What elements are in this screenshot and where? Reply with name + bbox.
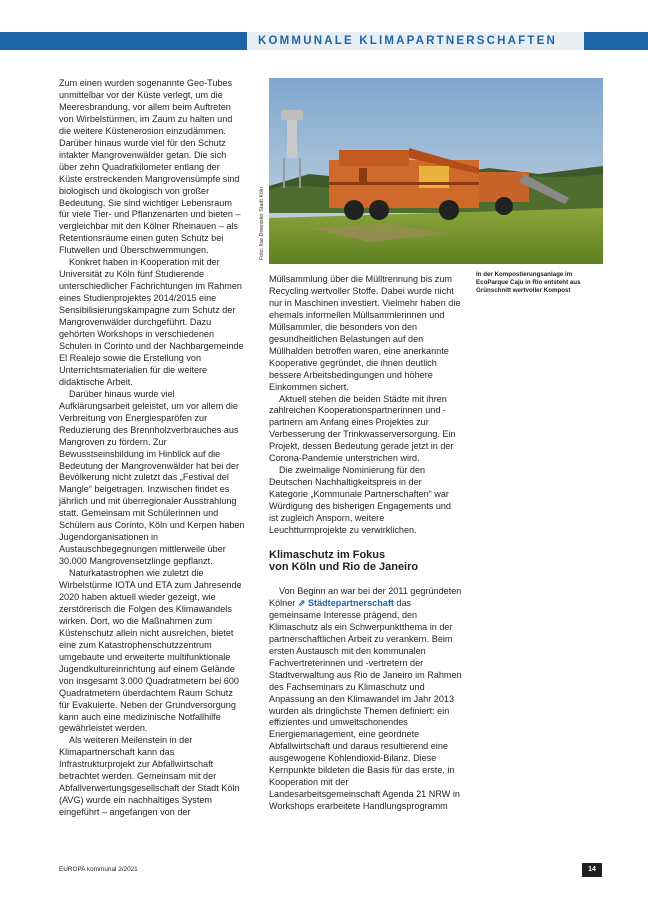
paragraph: Müllsammlung über die Mülltrennung bis zum Recycling wertvoller Stoffe. Dabei wurde nicht nur in Maschinen investiert. Vielmehr haben die ehemals informellen Müllsammlerinnen und Müllsammler, die besonders von den gesundheitlichen Belastungen auf den Müllhalden betroffen waren, eine anerkannte Kooperative gegründet, die ihnen deutlich bessere Arbeitsbedingungen und höhere Einkommen sichert. [269,274,461,392]
left-text-column [59,78,245,819]
staedtepartnerschaft-link[interactable]: ⇗ Städtepartnerschaft [297,597,394,608]
paragraph: Konkret haben in Kooperation mit der Universität zu Köln fünf Studierende unterschiedlicher Fachrichtungen im Rahmen eines Studienprojektes 2014/2015 eine Sensibilisierungskampagne zum Schutz der Mangrovenwälder durchgeführt. Dazu gehörten Workshops in verschiedenen Schulen in Corinto und der Nachbargemeinde El Realejo sowie die Erstellung von Unterrichtsmaterialien für die weitere didaktische Arbeit. [59,257,244,387]
section-title: KOMMUNALE KLIMAPARTNERSCHAFTEN [258,35,557,47]
photo-credit: Foto: Ilse Dreessler Stadt Köln [259,186,265,260]
paragraph: Zum einen wurden sogenannte Geo-Tubes unmittelbar vor der Küste verlegt, um die Meeresbrandung, vor allem beim Auftreten von Wirbelstürmen, im Zaum zu halten und die weitere Küstenerosion einzudämmen. Darüber hinaus wurde viel für den Schutz intakter Mangrovenwälder getan. Die sich über zehn Quadratkilometer entlang der Küste erstreckenden Mangrovensümpfe sind biologisch und ökologisch von großer Bedeutung. Sie sind wichtiger Lebensraum für viele Tier- und Pflanzenarten und bieten – vergleichbar mit den Kölner Rheinauen – als Retentionsräume einen guten Schutz bei Flutwellen und Überschwemmungen. [59,78,241,256]
subheading: Klimaschutz im Fokus [269,548,386,561]
photo-caption: In der Kompostierungsanlage im EcoParque Caju in Rio entsteht aus Grünschnitt wertvoller Kompost [476,271,581,294]
paragraph: Darüber hinaus wurde viel Aufklärungsarbeit geleistet, um vor allem die Verbreitung von Energiesparöfen zur Reduzierung des Brennholzverbrauches aus Mangroven zu fördern. Zur Bewusstseinsbildung im Hinblick auf die Bedeutung der Mangrovenwälder hat bei der Bevölkerung nicht zuletzt das „Festival del Mangle“ beigetragen. Inzwischen findet es jährlich und mit überregionaler Ausstrahlung statt. Gemeinsam mit Schülerinnen und Schülern aus Corinto, Köln und Kerpen haben Jugendorganisationen in Austauschbegegnungen mittlerweile über 30.000 Mangrovensetzlinge gepflanzt. [59,388,245,567]
paragraph: Aktuell stehen die beiden Städte mit ihren zahlreichen Kooperationspartnerinnen und -partnern am Anfang eines Projektes zur Verbesserung der Trinkwasserversorgung. Ein Projekt, dessen Bedeutung gerade jetzt in der Corona-Pandemie unterstrichen wird. [269,393,456,464]
paragraph: Die zweimalige Nominierung für den Deutschen Nachhaltigkeitspreis in der Kategorie „Kommunale Partnerschaften“ war Würdigung des bisherigen Engagements und ist zugleich Ansporn, weitere Leuchtturmprojekte zu verwirklichen. [269,465,451,536]
paragraph [269,586,462,813]
footer-publication: EUROPA kommunal 2/2021 [59,866,138,873]
paragraph: Als weiteren Meilenstein in der Klimapartnerschaft kann das Infrastrukturprojekt zur Abfallwirtschaft betrachtet werden. Gemeinsam mit der Abfallverwertungsgesellschaft der Stadt Köln (AVG) wurde ein nachhaltiges System eingeführt – angefangen von der [59,735,240,818]
compost-plant-photo [269,78,603,264]
paragraph: Naturkatastrophen wie zuletzt die Wirbelstürme IOTA und ETA zum Jahresende 2020 haben aktuell wieder gezeigt, wie zerstörerisch die Folgen des Klimawandels wirken. Dort, wo die Maßnahmen zum Küstenschutz allein nicht ausreichen, bietet eine zum Katastrophenschutzzentrum umgebaute und erweiterte multifunktionale Jugendkultureinrichtung auf einem Gelände von insgesamt 3.000 Quadratmetern bei 600 Quadratmetern überdachtem Raum Schutz für Evakuierte. Neben der Grundversorgung kann auch eine medizinische Notfallhilfe gewährleistet werden. [59,568,242,734]
paragraph-text: Von Beginn an war bei der 2011 gegründeten Kölner [269,585,462,608]
page-number: 14 [588,866,596,873]
photo-illustration [269,78,603,264]
right-text-column [269,274,462,813]
subheading: von Köln und Rio de Janeiro [269,561,419,574]
paragraph-text: das gemeinsame Interesse prägend, den Klimaschutz als ein Schwerpunktthema in der partnerschaftlichen Arbeit zu verankern. Beim ersten Austausch mit den kommunalen Fachvertreterinnen und -vertretern der Stadtverwaltung aus Rio de Janeiro im Rahmen des Fachseminars zu Klimaschutz und Anpassung an den Klimawandel im Jahr 2013 wurden als dringlichste Themen definiert: ein effizientes und umweltschonendes Energiemanagement, eine geordnete Abfallwirtschaft und daraus resultierend eine ausgewogene Kohlendioxid-Bilanz. Diese Kernpunkte bildeten die Basis für das erste, in Kooperation mit der Landesarbeitsgemeinschaft Agenda 21 NRW in Workshops erarbeitete Handlungsprogramm [269,597,462,812]
